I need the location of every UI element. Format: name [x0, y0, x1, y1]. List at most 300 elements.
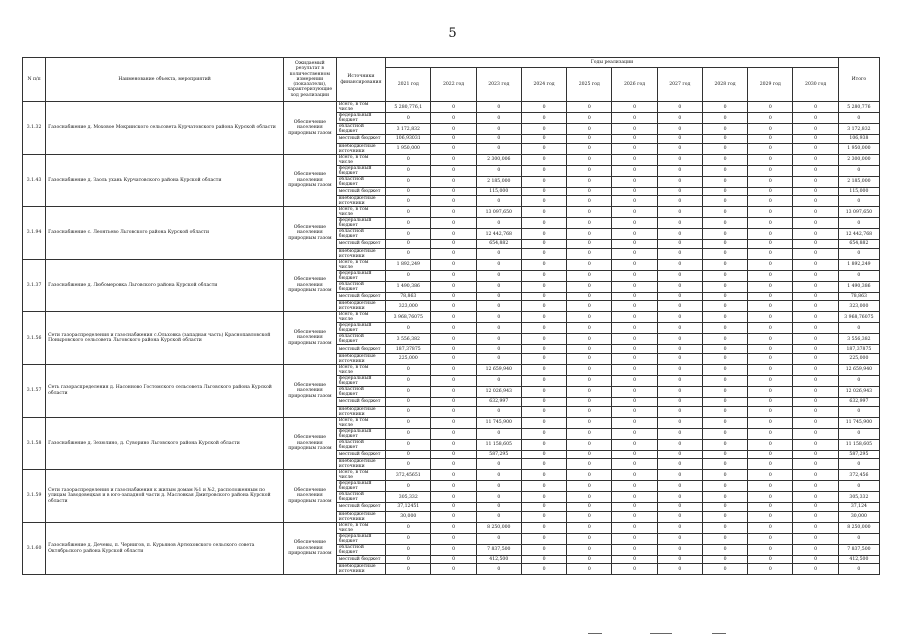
year-amount: 0	[567, 143, 612, 154]
year-amount: 0	[748, 503, 793, 512]
year-amount: 12 026,943	[476, 386, 521, 397]
year-amount: 0	[748, 406, 793, 417]
year-amount: 0	[431, 312, 476, 323]
year-amount: 0	[476, 143, 521, 154]
year-amount: 0	[748, 301, 793, 312]
funding-source: Всего, в том числе	[336, 102, 385, 113]
row-total: 2 185,000	[838, 176, 879, 187]
year-amount: 0	[431, 439, 476, 450]
year-amount: 0	[431, 229, 476, 240]
year-amount: 0	[567, 481, 612, 492]
year-amount: 0	[431, 459, 476, 470]
year-amount: 0	[567, 428, 612, 439]
year-amount: 1 950,000	[386, 143, 431, 154]
funding-source: внебюджетные источники	[336, 248, 385, 259]
year-amount: 0	[657, 248, 702, 259]
year-amount: 0	[521, 364, 566, 375]
year-amount: 0	[793, 292, 838, 301]
year-amount: 0	[567, 503, 612, 512]
year-amount: 0	[702, 544, 747, 555]
year-amount: 0	[702, 207, 747, 218]
header-year: 2030 год	[793, 68, 838, 102]
year-amount: 11 745,900	[476, 417, 521, 428]
funding-source: Всего, в том числе	[336, 470, 385, 481]
row-total: 0	[838, 375, 879, 386]
year-amount: 0	[567, 248, 612, 259]
year-amount: 0	[431, 406, 476, 417]
year-amount: 0	[567, 154, 612, 165]
funding-source: областной бюджет	[336, 229, 385, 240]
year-amount: 0	[793, 187, 838, 196]
year-amount: 0	[431, 375, 476, 386]
year-amount: 0	[748, 481, 793, 492]
year-amount: 0	[702, 459, 747, 470]
year-amount: 0	[793, 470, 838, 481]
funding-source: местный бюджет	[336, 397, 385, 406]
row-total: 78,863	[838, 292, 879, 301]
year-amount: 0	[702, 240, 747, 249]
year-amount: 0	[386, 323, 431, 334]
expected-result: Обеспечение населения природным газом	[284, 154, 337, 207]
year-amount: 0	[386, 248, 431, 259]
year-amount: 0	[521, 345, 566, 354]
funding-source: областной бюджет	[336, 334, 385, 345]
year-amount: 0	[431, 207, 476, 218]
year-amount: 0	[702, 397, 747, 406]
year-amount: 0	[521, 428, 566, 439]
year-amount: 0	[386, 439, 431, 450]
year-amount: 8 250,000	[476, 522, 521, 533]
year-amount: 0	[386, 196, 431, 207]
year-amount: 0	[793, 259, 838, 270]
year-amount: 0	[567, 397, 612, 406]
year-amount: 0	[748, 218, 793, 229]
year-amount: 0	[521, 196, 566, 207]
funding-source: федеральный бюджет	[336, 270, 385, 281]
row-total: 115,000	[838, 187, 879, 196]
year-amount: 0	[567, 240, 612, 249]
expected-result: Обеспечение населения природным газом	[284, 364, 337, 417]
object-number: 3.1.58	[23, 417, 46, 470]
year-amount: 0	[793, 417, 838, 428]
header-year: 2028 год	[702, 68, 747, 102]
year-amount: 0	[748, 143, 793, 154]
year-amount: 0	[793, 334, 838, 345]
object-name: Газоснабжение д. Моховое Мокринского сельсовета Курчатовского района Курской области	[46, 102, 284, 155]
year-amount: 0	[521, 522, 566, 533]
funding-source: областной бюджет	[336, 386, 385, 397]
year-amount: 0	[521, 334, 566, 345]
funding-source: областной бюджет	[336, 492, 385, 503]
year-amount: 0	[521, 544, 566, 555]
year-amount: 0	[521, 113, 566, 124]
object-number: 3.1.57	[23, 364, 46, 417]
year-amount: 0	[567, 196, 612, 207]
year-amount: 0	[612, 450, 657, 459]
year-amount: 0	[793, 386, 838, 397]
year-amount: 0	[702, 312, 747, 323]
row-total: 0	[838, 270, 879, 281]
header-year: 2025 год	[567, 68, 612, 102]
year-amount: 0	[521, 386, 566, 397]
year-amount: 0	[657, 334, 702, 345]
year-amount: 0	[521, 470, 566, 481]
year-amount: 0	[702, 154, 747, 165]
year-amount: 0	[748, 176, 793, 187]
year-amount: 0	[431, 292, 476, 301]
year-amount: 0	[567, 522, 612, 533]
year-amount: 0	[476, 312, 521, 323]
year-amount: 587,295	[476, 450, 521, 459]
year-amount: 0	[793, 533, 838, 544]
row-total: 3 172,832	[838, 124, 879, 135]
year-amount: 0	[748, 196, 793, 207]
row-total: 2 300,000	[838, 154, 879, 165]
year-amount: 0	[431, 503, 476, 512]
year-amount: 0	[431, 470, 476, 481]
table-row	[23, 312, 880, 323]
year-amount: 0	[748, 564, 793, 575]
funding-source: Всего, в том числе	[336, 364, 385, 375]
year-amount: 0	[386, 450, 431, 459]
row-total: 106,938	[838, 135, 879, 144]
year-amount: 0	[748, 240, 793, 249]
year-amount: 3 968,76075	[386, 312, 431, 323]
year-amount: 12 659,940	[476, 364, 521, 375]
year-amount: 187,37875	[386, 345, 431, 354]
year-amount: 0	[431, 428, 476, 439]
year-amount: 0	[612, 459, 657, 470]
year-amount: 0	[657, 196, 702, 207]
year-amount: 3 172,832	[386, 124, 431, 135]
funding-source: местный бюджет	[336, 450, 385, 459]
year-amount: 0	[702, 113, 747, 124]
year-amount: 0	[748, 259, 793, 270]
year-amount: 0	[386, 555, 431, 564]
funding-source: областной бюджет	[336, 281, 385, 292]
year-amount: 0	[748, 511, 793, 522]
year-amount: 0	[702, 564, 747, 575]
year-amount: 0	[793, 165, 838, 176]
year-amount: 0	[793, 270, 838, 281]
object-number: 3.1.56	[23, 312, 46, 365]
row-total: 11 745,900	[838, 417, 879, 428]
year-amount: 0	[476, 428, 521, 439]
year-amount: 13 097,650	[476, 207, 521, 218]
year-amount: 0	[612, 492, 657, 503]
year-amount: 0	[793, 301, 838, 312]
year-amount: 0	[386, 533, 431, 544]
year-amount: 0	[521, 102, 566, 113]
year-amount: 0	[702, 323, 747, 334]
funding-source: внебюджетные источники	[336, 196, 385, 207]
year-amount: 0	[476, 406, 521, 417]
year-amount: 0	[702, 334, 747, 345]
year-amount: 0	[612, 533, 657, 544]
year-amount: 0	[521, 375, 566, 386]
year-amount: 1 490,386	[386, 281, 431, 292]
year-amount: 12 442,768	[476, 229, 521, 240]
header-total: Итого	[838, 58, 879, 102]
row-total: 587,295	[838, 450, 879, 459]
year-amount: 0	[657, 439, 702, 450]
object-name: Газоснабжение д. Зезюлино, д. Суворино Льговского района Курской области	[46, 417, 284, 470]
year-amount: 0	[476, 564, 521, 575]
year-amount: 0	[612, 312, 657, 323]
year-amount: 0	[657, 259, 702, 270]
funding-source: внебюджетные источники	[336, 564, 385, 575]
object-number: 3.1.59	[23, 470, 46, 523]
year-amount: 0	[657, 113, 702, 124]
year-amount: 0	[702, 353, 747, 364]
year-amount: 0	[476, 270, 521, 281]
funding-source: областной бюджет	[336, 544, 385, 555]
year-amount: 0	[567, 312, 612, 323]
year-amount: 0	[793, 450, 838, 459]
year-amount: 7 837,500	[476, 544, 521, 555]
year-amount: 0	[612, 270, 657, 281]
year-amount: 0	[702, 428, 747, 439]
year-amount: 0	[431, 353, 476, 364]
year-amount: 0	[748, 248, 793, 259]
year-amount: 225,000	[386, 353, 431, 364]
year-amount: 654,882	[476, 240, 521, 249]
year-amount: 0	[612, 406, 657, 417]
year-amount: 0	[521, 207, 566, 218]
row-total: 187,37875	[838, 345, 879, 354]
year-amount: 0	[702, 533, 747, 544]
year-amount: 0	[748, 334, 793, 345]
year-amount: 0	[748, 353, 793, 364]
year-amount: 0	[793, 323, 838, 334]
year-amount: 0	[612, 397, 657, 406]
year-amount: 632,997	[476, 397, 521, 406]
year-amount: 0	[431, 417, 476, 428]
year-amount: 0	[521, 450, 566, 459]
year-amount: 0	[476, 218, 521, 229]
row-total: 0	[838, 248, 879, 259]
year-amount: 0	[476, 292, 521, 301]
year-amount: 0	[386, 397, 431, 406]
year-amount: 0	[567, 165, 612, 176]
year-amount: 0	[748, 292, 793, 301]
year-amount: 0	[793, 406, 838, 417]
year-amount: 0	[521, 323, 566, 334]
year-amount: 0	[386, 564, 431, 575]
year-amount: 0	[748, 459, 793, 470]
row-total: 323,000	[838, 301, 879, 312]
funding-source: местный бюджет	[336, 503, 385, 512]
year-amount: 115,000	[476, 187, 521, 196]
expected-result: Обеспечение населения природным газом	[284, 102, 337, 155]
year-amount: 0	[521, 281, 566, 292]
year-amount: 0	[431, 555, 476, 564]
year-amount: 37,12451	[386, 503, 431, 512]
row-total: 12 442,768	[838, 229, 879, 240]
table-row	[23, 522, 880, 533]
year-amount: 0	[748, 135, 793, 144]
header-year: 2021 год	[386, 68, 431, 102]
year-amount: 0	[567, 386, 612, 397]
year-amount: 0	[793, 154, 838, 165]
year-amount: 0	[567, 218, 612, 229]
year-amount: 0	[702, 196, 747, 207]
year-amount: 0	[657, 312, 702, 323]
row-total: 5 280,776	[838, 102, 879, 113]
page-number: 5	[448, 26, 457, 41]
year-amount: 0	[702, 281, 747, 292]
year-amount: 0	[431, 281, 476, 292]
funding-source: Всего, в том числе	[336, 312, 385, 323]
year-amount: 0	[793, 345, 838, 354]
object-number: 3.1.94	[23, 207, 46, 260]
table-row	[23, 207, 880, 218]
year-amount: 0	[386, 386, 431, 397]
year-amount: 0	[657, 281, 702, 292]
row-total: 0	[838, 564, 879, 575]
funding-source: местный бюджет	[336, 187, 385, 196]
year-amount: 0	[612, 564, 657, 575]
year-amount: 0	[431, 124, 476, 135]
year-amount: 0	[612, 187, 657, 196]
year-amount: 0	[612, 503, 657, 512]
funding-source: федеральный бюджет	[336, 533, 385, 544]
year-amount: 0	[748, 345, 793, 354]
year-amount: 0	[748, 207, 793, 218]
year-amount: 0	[748, 124, 793, 135]
row-total: 12 026,943	[838, 386, 879, 397]
year-amount: 323,000	[386, 301, 431, 312]
year-amount: 0	[657, 364, 702, 375]
year-amount: 0	[657, 386, 702, 397]
row-total: 30,000	[838, 511, 879, 522]
table-body	[23, 102, 880, 575]
year-amount: 0	[657, 323, 702, 334]
year-amount: 0	[657, 492, 702, 503]
funding-source: внебюджетные источники	[336, 353, 385, 364]
row-total: 225,000	[838, 353, 879, 364]
year-amount: 0	[793, 196, 838, 207]
year-amount: 0	[657, 187, 702, 196]
year-amount: 0	[476, 102, 521, 113]
year-amount: 0	[476, 135, 521, 144]
year-amount: 0	[521, 439, 566, 450]
year-amount: 0	[657, 207, 702, 218]
year-amount: 0	[702, 555, 747, 564]
row-total: 11 158,605	[838, 439, 879, 450]
funding-source: федеральный бюджет	[336, 323, 385, 334]
funding-source: местный бюджет	[336, 240, 385, 249]
year-amount: 0	[567, 323, 612, 334]
year-amount: 0	[476, 470, 521, 481]
year-amount: 0	[567, 555, 612, 564]
row-total: 12 659,940	[838, 364, 879, 375]
year-amount: 0	[657, 345, 702, 354]
year-amount: 372,45651	[386, 470, 431, 481]
year-amount: 305,332	[386, 492, 431, 503]
year-amount: 0	[702, 503, 747, 512]
year-amount: 0	[702, 492, 747, 503]
year-amount: 0	[612, 259, 657, 270]
year-amount: 0	[521, 533, 566, 544]
row-total: 305,332	[838, 492, 879, 503]
year-amount: 0	[476, 248, 521, 259]
year-amount: 0	[612, 345, 657, 354]
year-amount: 0	[657, 135, 702, 144]
table-header	[23, 58, 880, 102]
year-amount: 0	[521, 176, 566, 187]
year-amount: 0	[657, 564, 702, 575]
header-year: 2027 год	[657, 68, 702, 102]
year-amount: 0	[612, 207, 657, 218]
year-amount: 0	[702, 406, 747, 417]
year-amount: 0	[612, 334, 657, 345]
year-amount: 0	[748, 386, 793, 397]
expected-result: Обеспечение населения природным газом	[284, 207, 337, 260]
funding-source: Всего, в том числе	[336, 417, 385, 428]
year-amount: 0	[431, 143, 476, 154]
year-amount: 0	[521, 259, 566, 270]
year-amount: 0	[567, 470, 612, 481]
year-amount: 0	[431, 522, 476, 533]
year-amount: 0	[567, 450, 612, 459]
year-amount: 0	[612, 417, 657, 428]
year-amount: 0	[657, 544, 702, 555]
row-total: 632,997	[838, 397, 879, 406]
year-amount: 0	[793, 353, 838, 364]
funding-source: Всего, в том числе	[336, 522, 385, 533]
year-amount: 0	[431, 564, 476, 575]
table-row	[23, 154, 880, 165]
year-amount: 0	[793, 459, 838, 470]
year-amount: 0	[476, 165, 521, 176]
year-amount: 3 556,382	[386, 334, 431, 345]
year-amount: 0	[748, 154, 793, 165]
year-amount: 0	[748, 229, 793, 240]
row-total: 0	[838, 165, 879, 176]
object-name: Сеть газораспределения д. Насонново Гостомского сельсовета Льговского района Курской области	[46, 364, 284, 417]
year-amount: 0	[431, 218, 476, 229]
year-amount: 0	[567, 364, 612, 375]
year-amount: 0	[521, 218, 566, 229]
year-amount: 0	[386, 154, 431, 165]
table-row	[23, 102, 880, 113]
year-amount: 0	[702, 522, 747, 533]
year-amount: 0	[793, 428, 838, 439]
year-amount: 0	[567, 176, 612, 187]
year-amount: 0	[793, 143, 838, 154]
year-amount: 0	[612, 470, 657, 481]
year-amount: 0	[612, 165, 657, 176]
year-amount: 0	[702, 248, 747, 259]
year-amount: 0	[476, 301, 521, 312]
year-amount: 0	[386, 406, 431, 417]
header-name: Наименование объекта, мероприятий	[46, 58, 284, 102]
year-amount: 0	[431, 176, 476, 187]
year-amount: 0	[431, 323, 476, 334]
year-amount: 0	[657, 481, 702, 492]
year-amount: 0	[612, 428, 657, 439]
year-amount: 0	[657, 417, 702, 428]
year-amount: 0	[748, 187, 793, 196]
year-amount: 0	[793, 312, 838, 323]
funding-source: федеральный бюджет	[336, 165, 385, 176]
year-amount: 0	[521, 154, 566, 165]
year-amount: 0	[567, 113, 612, 124]
funding-source: Всего, в том числе	[336, 154, 385, 165]
year-amount: 0	[702, 218, 747, 229]
year-amount: 0	[657, 229, 702, 240]
